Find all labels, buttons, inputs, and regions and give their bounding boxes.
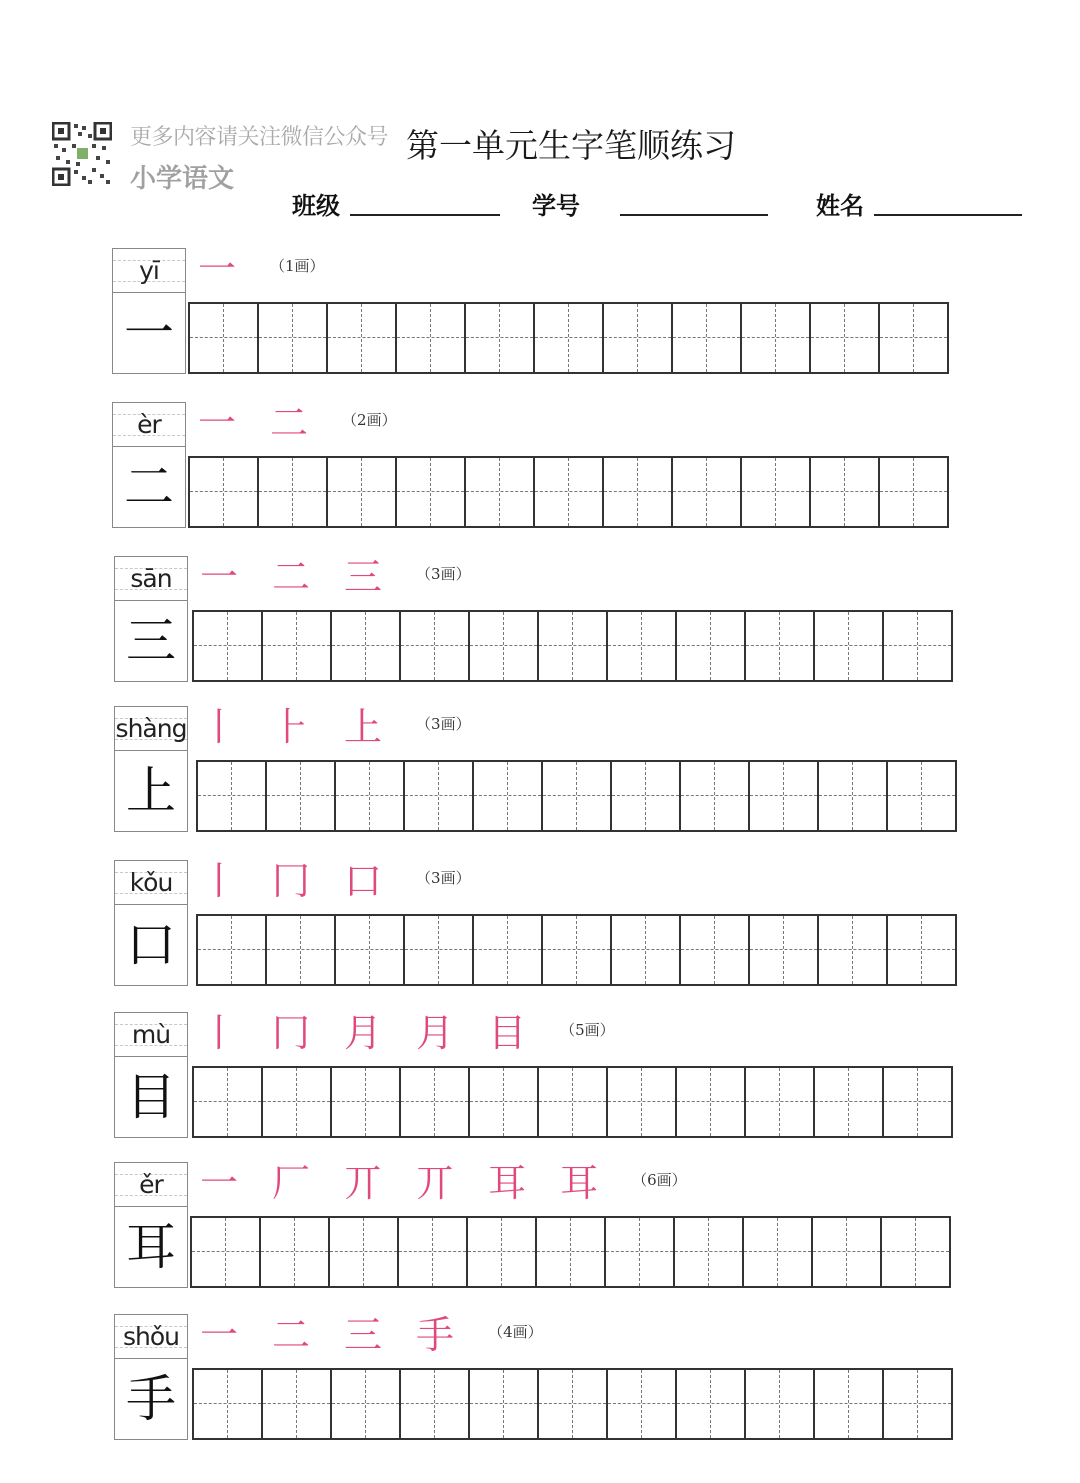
practice-cell[interactable]: [265, 916, 334, 984]
practice-cell[interactable]: [334, 762, 403, 830]
practice-cell[interactable]: [679, 916, 748, 984]
qr-code: [52, 122, 112, 186]
stroke-count: （3画）: [416, 715, 471, 733]
practice-cell[interactable]: [744, 1370, 813, 1438]
practice-cell[interactable]: [395, 458, 464, 526]
practice-cell[interactable]: [537, 612, 606, 680]
stroke-step: 丨: [200, 859, 239, 903]
practice-cell[interactable]: [882, 612, 951, 680]
stroke-step: 二: [272, 555, 311, 599]
model-character: 口: [126, 916, 176, 974]
pinyin-char-box: [112, 248, 186, 374]
pinyin: shàng: [115, 707, 187, 751]
practice-cell[interactable]: [675, 1068, 744, 1136]
practice-cell[interactable]: [261, 1370, 330, 1438]
practice-cell[interactable]: [466, 1218, 535, 1286]
practice-cell[interactable]: [610, 916, 679, 984]
stroke-order: [200, 554, 471, 600]
name-blank[interactable]: [874, 214, 1022, 216]
practice-cell[interactable]: [399, 1370, 468, 1438]
practice-cell[interactable]: [188, 304, 257, 372]
practice-cell[interactable]: [606, 612, 675, 680]
practice-cell[interactable]: [813, 1370, 882, 1438]
stroke-order: [198, 400, 397, 446]
practice-cell[interactable]: [740, 304, 809, 372]
stroke-order: [200, 1160, 687, 1206]
stroke-step: 月: [344, 1011, 383, 1055]
stroke-step: 丌: [416, 1161, 455, 1205]
practice-cell[interactable]: [397, 1218, 466, 1286]
practice-cell[interactable]: [886, 916, 955, 984]
stroke-step: 手: [416, 1313, 455, 1357]
practice-cell[interactable]: [259, 1218, 328, 1286]
practice-cell[interactable]: [326, 304, 395, 372]
stroke-step: 耳: [488, 1161, 527, 1205]
stroke-step: 一: [200, 555, 239, 599]
practice-cell[interactable]: [880, 1218, 949, 1286]
pinyin-char-box: [114, 1314, 188, 1440]
pinyin-char-box: [114, 1162, 188, 1288]
practice-grid[interactable]: [196, 914, 957, 986]
practice-cell[interactable]: [602, 304, 671, 372]
pinyin: ěr: [115, 1163, 187, 1207]
practice-cell[interactable]: [330, 1068, 399, 1136]
practice-cell[interactable]: [886, 762, 955, 830]
practice-grid[interactable]: [192, 610, 953, 682]
pinyin-char-box: [112, 402, 186, 528]
practice-cell[interactable]: [537, 1370, 606, 1438]
practice-cell[interactable]: [464, 458, 533, 526]
practice-cell[interactable]: [817, 916, 886, 984]
stroke-step: 一: [200, 1161, 239, 1205]
practice-grid[interactable]: [196, 760, 957, 832]
stroke-count: （3画）: [416, 565, 471, 583]
stroke-count: （4画）: [488, 1323, 543, 1341]
practice-cell[interactable]: [809, 458, 878, 526]
practice-cell[interactable]: [196, 916, 265, 984]
stroke-count: （3画）: [416, 869, 471, 887]
pinyin: yī: [113, 249, 185, 293]
stroke-step: 三: [344, 555, 383, 599]
practice-cell[interactable]: [817, 762, 886, 830]
practice-cell[interactable]: [399, 612, 468, 680]
practice-cell[interactable]: [671, 304, 740, 372]
stroke-step: 二: [270, 401, 309, 445]
stroke-step: 丨: [200, 705, 239, 749]
practice-cell[interactable]: [192, 1068, 261, 1136]
pinyin-char-box: [114, 860, 188, 986]
practice-cell[interactable]: [468, 1068, 537, 1136]
practice-cell[interactable]: [813, 1068, 882, 1136]
model-character: 目: [126, 1068, 176, 1126]
practice-cell[interactable]: [334, 916, 403, 984]
practice-cell[interactable]: [679, 762, 748, 830]
model-character: 手: [126, 1370, 176, 1428]
practice-cell[interactable]: [744, 1068, 813, 1136]
practice-cell[interactable]: [261, 1068, 330, 1136]
pinyin-char-box: [114, 706, 188, 832]
practice-cell[interactable]: [403, 916, 472, 984]
practice-cell[interactable]: [606, 1068, 675, 1136]
model-character: 一: [124, 304, 174, 362]
stroke-step: 丌: [344, 1161, 383, 1205]
practice-cell[interactable]: [533, 458, 602, 526]
class-label: 班级: [292, 191, 340, 220]
practice-cell[interactable]: [196, 762, 265, 830]
class-blank[interactable]: [350, 214, 500, 216]
practice-cell[interactable]: [328, 1218, 397, 1286]
practice-cell[interactable]: [740, 458, 809, 526]
pinyin: shǒu: [115, 1315, 187, 1359]
practice-cell[interactable]: [813, 612, 882, 680]
practice-cell[interactable]: [535, 1218, 604, 1286]
practice-cell[interactable]: [472, 762, 541, 830]
name-label: 姓名: [816, 191, 864, 220]
practice-cell[interactable]: [604, 1218, 673, 1286]
stroke-order: [200, 704, 471, 750]
practice-cell[interactable]: [811, 1218, 880, 1286]
stroke-step: 一: [200, 1313, 239, 1357]
practice-cell[interactable]: [261, 612, 330, 680]
pinyin-char-box: [114, 1012, 188, 1138]
practice-cell[interactable]: [257, 458, 326, 526]
practice-cell[interactable]: [878, 458, 947, 526]
stroke-count: （5画）: [560, 1021, 615, 1039]
stroke-order: [200, 858, 471, 904]
stroke-order: [198, 246, 325, 292]
practice-cell[interactable]: [468, 1370, 537, 1438]
stroke-order: [200, 1312, 543, 1358]
practice-cell[interactable]: [395, 304, 464, 372]
practice-cell[interactable]: [326, 458, 395, 526]
practice-cell[interactable]: [675, 612, 744, 680]
stroke-step: 口: [344, 859, 383, 903]
stroke-step: 上: [344, 705, 383, 749]
practice-cell[interactable]: [610, 762, 679, 830]
practice-cell[interactable]: [675, 1370, 744, 1438]
pinyin: èr: [113, 403, 185, 447]
pinyin: mù: [115, 1013, 187, 1057]
practice-grid[interactable]: [188, 456, 949, 528]
practice-cell[interactable]: [403, 762, 472, 830]
practice-grid[interactable]: [190, 1216, 951, 1288]
practice-cell[interactable]: [671, 458, 740, 526]
pinyin: sān: [115, 557, 187, 601]
stroke-step: 目: [488, 1011, 527, 1055]
practice-cell[interactable]: [742, 1218, 811, 1286]
pinyin: kǒu: [115, 861, 187, 905]
brand-name: 小学语文: [130, 164, 235, 194]
stroke-step: 二: [272, 1313, 311, 1357]
practice-cell[interactable]: [673, 1218, 742, 1286]
practice-cell[interactable]: [192, 1370, 261, 1438]
practice-cell[interactable]: [188, 458, 257, 526]
model-character: 上: [126, 762, 176, 820]
practice-cell[interactable]: [464, 304, 533, 372]
stroke-step: 厂: [272, 1161, 311, 1205]
page-title: 第一单元生字笔顺练习: [406, 126, 736, 165]
stroke-count: （1画）: [270, 257, 325, 275]
stroke-step: 一: [198, 247, 237, 291]
model-character: 耳: [126, 1218, 176, 1276]
stroke-step: ⺊: [272, 705, 311, 749]
practice-cell[interactable]: [330, 612, 399, 680]
model-character: 三: [126, 612, 176, 670]
stroke-step: 月: [416, 1011, 455, 1055]
practice-cell[interactable]: [265, 762, 334, 830]
pinyin-char-box: [114, 556, 188, 682]
practice-cell[interactable]: [541, 762, 610, 830]
practice-cell[interactable]: [748, 916, 817, 984]
practice-cell[interactable]: [809, 304, 878, 372]
stroke-step: 冂: [272, 1011, 311, 1055]
practice-cell[interactable]: [192, 612, 261, 680]
student-number-label: 学号: [532, 191, 580, 220]
practice-cell[interactable]: [399, 1068, 468, 1136]
practice-grid[interactable]: [192, 1368, 953, 1440]
stroke-step: 一: [198, 401, 237, 445]
practice-cell[interactable]: [330, 1370, 399, 1438]
stroke-count: （6画）: [632, 1171, 687, 1189]
stroke-step: 三: [344, 1313, 383, 1357]
practice-grid[interactable]: [192, 1066, 953, 1138]
student-number-blank[interactable]: [620, 214, 768, 216]
practice-cell[interactable]: [472, 916, 541, 984]
practice-cell[interactable]: [606, 1370, 675, 1438]
practice-cell[interactable]: [468, 612, 537, 680]
practice-cell[interactable]: [878, 304, 947, 372]
practice-grid[interactable]: [188, 302, 949, 374]
practice-cell[interactable]: [533, 304, 602, 372]
practice-cell[interactable]: [882, 1370, 951, 1438]
practice-cell[interactable]: [744, 612, 813, 680]
practice-cell[interactable]: [882, 1068, 951, 1136]
stroke-step: 冂: [272, 859, 311, 903]
practice-cell[interactable]: [257, 304, 326, 372]
practice-cell[interactable]: [190, 1218, 259, 1286]
promo-text: 更多内容请关注微信公众号: [130, 125, 389, 150]
model-character: 二: [124, 458, 174, 516]
practice-cell[interactable]: [537, 1068, 606, 1136]
practice-cell[interactable]: [541, 916, 610, 984]
stroke-count: （2画）: [342, 411, 397, 429]
stroke-step: 丨: [200, 1011, 239, 1055]
stroke-step: 耳: [560, 1161, 599, 1205]
stroke-order: [200, 1010, 615, 1056]
practice-cell[interactable]: [602, 458, 671, 526]
practice-cell[interactable]: [748, 762, 817, 830]
